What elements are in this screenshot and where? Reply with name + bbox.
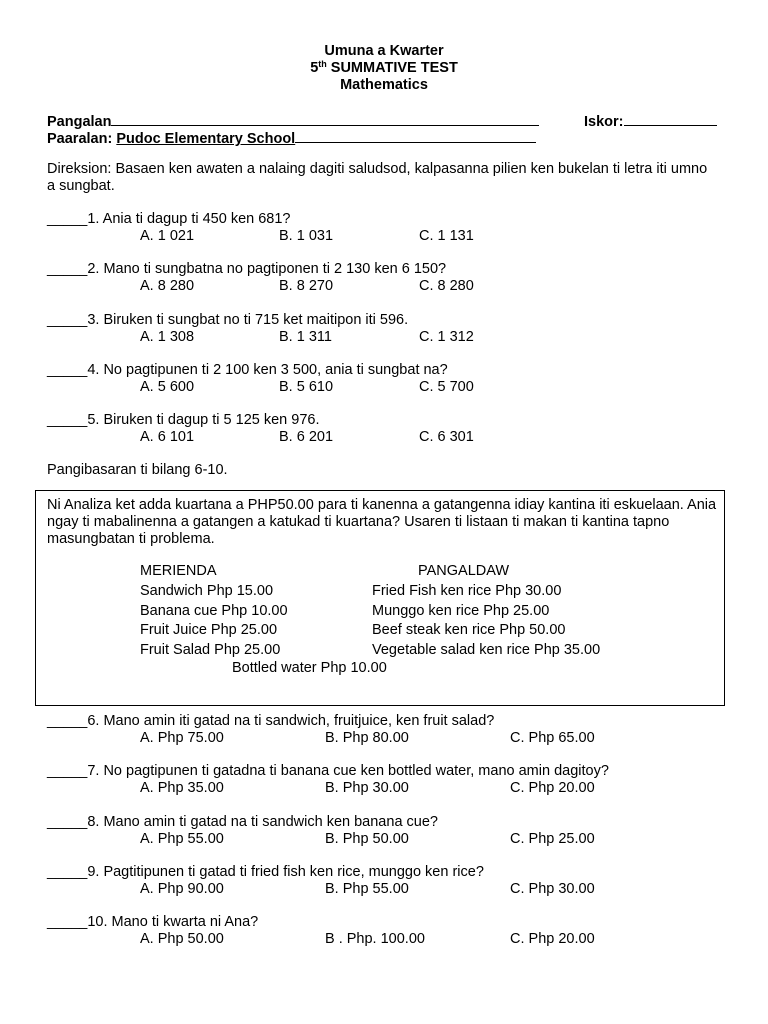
name-label: Pangalan <box>47 114 112 130</box>
question-stem <box>47 261 446 278</box>
choice-b[interactable]: B. Php 30.00 <box>325 780 409 797</box>
choice-c[interactable]: C. Php 65.00 <box>510 730 595 746</box>
choice-c[interactable]: C. 1 131 <box>419 228 474 244</box>
question-text: 2. Mano ti sungbatna no pagtiponen ti 2 130 ken 6 150? <box>87 261 447 278</box>
problem-paragraph: Ni Analiza ket adda kuartana a PHP50.00 para ti kanenna a gatangenna idiay kantina iti eskuelaan. Ania ngay ti mabalinenna a gatangen a katukad ti kuartana? Usaren ti listaan ti makan ti kantina tapno masungbatan ti problema. <box>47 497 717 547</box>
header-quarter: Umuna a Kwarter <box>324 43 444 59</box>
choice-b[interactable]: B. 6 201 <box>279 429 334 446</box>
choice-b[interactable]: B. Php 55.00 <box>325 880 409 897</box>
answer-blank[interactable]: _____ <box>47 211 88 227</box>
school-value: Pudoc Elementary School <box>116 131 296 147</box>
question-stem <box>47 211 291 228</box>
school-label: Paaralan: <box>47 131 113 147</box>
menu-item: Fried Fish ken rice Php 30.00 <box>372 583 562 599</box>
question-stem <box>47 914 258 931</box>
question-stem <box>47 814 438 831</box>
choice-c[interactable]: C. Php 30.00 <box>510 880 595 897</box>
question-text: 4. No pagtipunen ti 2 100 ken 3 500, ania ti sungbat na? <box>87 361 448 378</box>
choice-c[interactable]: C. 6 301 <box>419 429 474 446</box>
answer-blank[interactable]: _____ <box>47 813 88 830</box>
menu-item: Sandwich Php 15.00 <box>140 583 274 599</box>
question-stem <box>47 713 494 730</box>
menu-bottled-water: Bottled water Php 10.00 <box>232 660 387 676</box>
choice-b[interactable]: B. Php 80.00 <box>325 730 409 746</box>
question-text: 6. Mano amin iti gatad na ti sandwich, fruitjuice, ken fruit salad? <box>87 713 495 729</box>
question-text: 1. Ania ti dagup ti 450 ken 681? <box>87 211 291 227</box>
choice-b[interactable]: B. 8 270 <box>279 278 334 295</box>
header-test-title: 5th SUMMATIVE TEST <box>310 59 458 76</box>
question-stem <box>47 312 408 329</box>
question-stem <box>47 412 320 429</box>
score-label: Iskor: <box>584 114 624 130</box>
question-stem <box>47 362 448 379</box>
menu-item: Vegetable salad ken rice Php 35.00 <box>372 641 601 658</box>
answer-blank[interactable]: _____ <box>47 311 88 328</box>
choice-c[interactable]: C. Php 25.00 <box>510 830 595 847</box>
choice-b[interactable]: B. 1 311 <box>279 328 332 345</box>
name-field[interactable] <box>111 111 539 126</box>
menu-item: Beef steak ken rice Php 50.00 <box>372 622 566 638</box>
answer-blank[interactable]: _____ <box>47 361 88 378</box>
choice-a[interactable]: A. Php 90.00 <box>140 880 224 897</box>
choice-a[interactable]: A. Php 50.00 <box>140 931 224 948</box>
menu-item: Munggo ken rice Php 25.00 <box>372 602 550 619</box>
menu-merienda-header: MERIENDA <box>140 563 217 579</box>
choice-c[interactable]: C. Php 20.00 <box>510 931 595 948</box>
choice-b[interactable]: B. 1 031 <box>279 228 334 244</box>
answer-blank[interactable]: _____ <box>47 763 88 780</box>
menu-item: Fruit Juice Php 25.00 <box>140 622 278 638</box>
choice-a[interactable]: A. Php 75.00 <box>140 730 224 746</box>
choice-a[interactable]: A. Php 35.00 <box>140 780 224 797</box>
choice-c[interactable]: C. 5 700 <box>419 378 474 395</box>
choice-a[interactable]: A. 8 280 <box>140 278 195 295</box>
school-row <box>47 128 536 148</box>
choice-c[interactable]: C. Php 20.00 <box>510 780 595 797</box>
choice-c[interactable]: C. 1 312 <box>419 328 474 345</box>
question-text: 7. No pagtipunen ti gatadna ti banana cue ken bottled water, mano amin dagitoy? <box>87 763 609 780</box>
question-text: 9. Pagtitipunen ti gatad ti fried fish ken rice, munggo ken rice? <box>87 863 484 880</box>
menu-item: Fruit Salad Php 25.00 <box>140 641 281 658</box>
answer-blank[interactable]: _____ <box>47 713 88 729</box>
answer-blank[interactable]: _____ <box>47 914 88 931</box>
school-underline <box>295 128 536 143</box>
section-label: Pangibasaran ti bilang 6-10. <box>47 462 228 478</box>
answer-blank[interactable]: _____ <box>47 261 88 278</box>
menu-pangaldaw-header: PANGALDAW <box>418 563 510 579</box>
answer-blank[interactable]: _____ <box>47 863 88 880</box>
score-row <box>584 111 717 131</box>
choice-b[interactable]: B. Php 50.00 <box>325 830 409 847</box>
answer-blank[interactable]: _____ <box>47 412 88 429</box>
question-text: 3. Biruken ti sungbat no ti 715 ket maitipon iti 596. <box>87 311 409 328</box>
instructions: Direksion: Basaen ken awaten a nalaing dagiti saludsod, kalpasanna pilien ken bukelan ti letra iti umno a sungbat. <box>47 161 708 194</box>
choice-c[interactable]: C. 8 280 <box>419 278 474 295</box>
choice-b[interactable]: B . Php. 100.00 <box>325 931 425 948</box>
choice-a[interactable]: A. 1 021 <box>140 228 195 244</box>
question-text: 8. Mano amin ti gatad na ti sandwich ken banana cue? <box>87 813 438 830</box>
choice-b[interactable]: B. 5 610 <box>279 378 334 395</box>
question-stem <box>47 864 484 881</box>
choice-a[interactable]: A. 1 308 <box>140 328 195 345</box>
choice-a[interactable]: A. Php 55.00 <box>140 830 224 847</box>
score-field[interactable] <box>624 111 717 126</box>
menu-item: Banana cue Php 10.00 <box>140 602 288 619</box>
choice-a[interactable]: A. 6 101 <box>140 429 195 446</box>
question-text: 5. Biruken ti dagup ti 5 125 ken 976. <box>87 412 320 429</box>
header-subject: Mathematics <box>340 77 428 93</box>
question-text: 10. Mano ti kwarta ni Ana? <box>87 914 259 931</box>
question-stem <box>47 763 609 780</box>
choice-a[interactable]: A. 5 600 <box>140 378 195 395</box>
